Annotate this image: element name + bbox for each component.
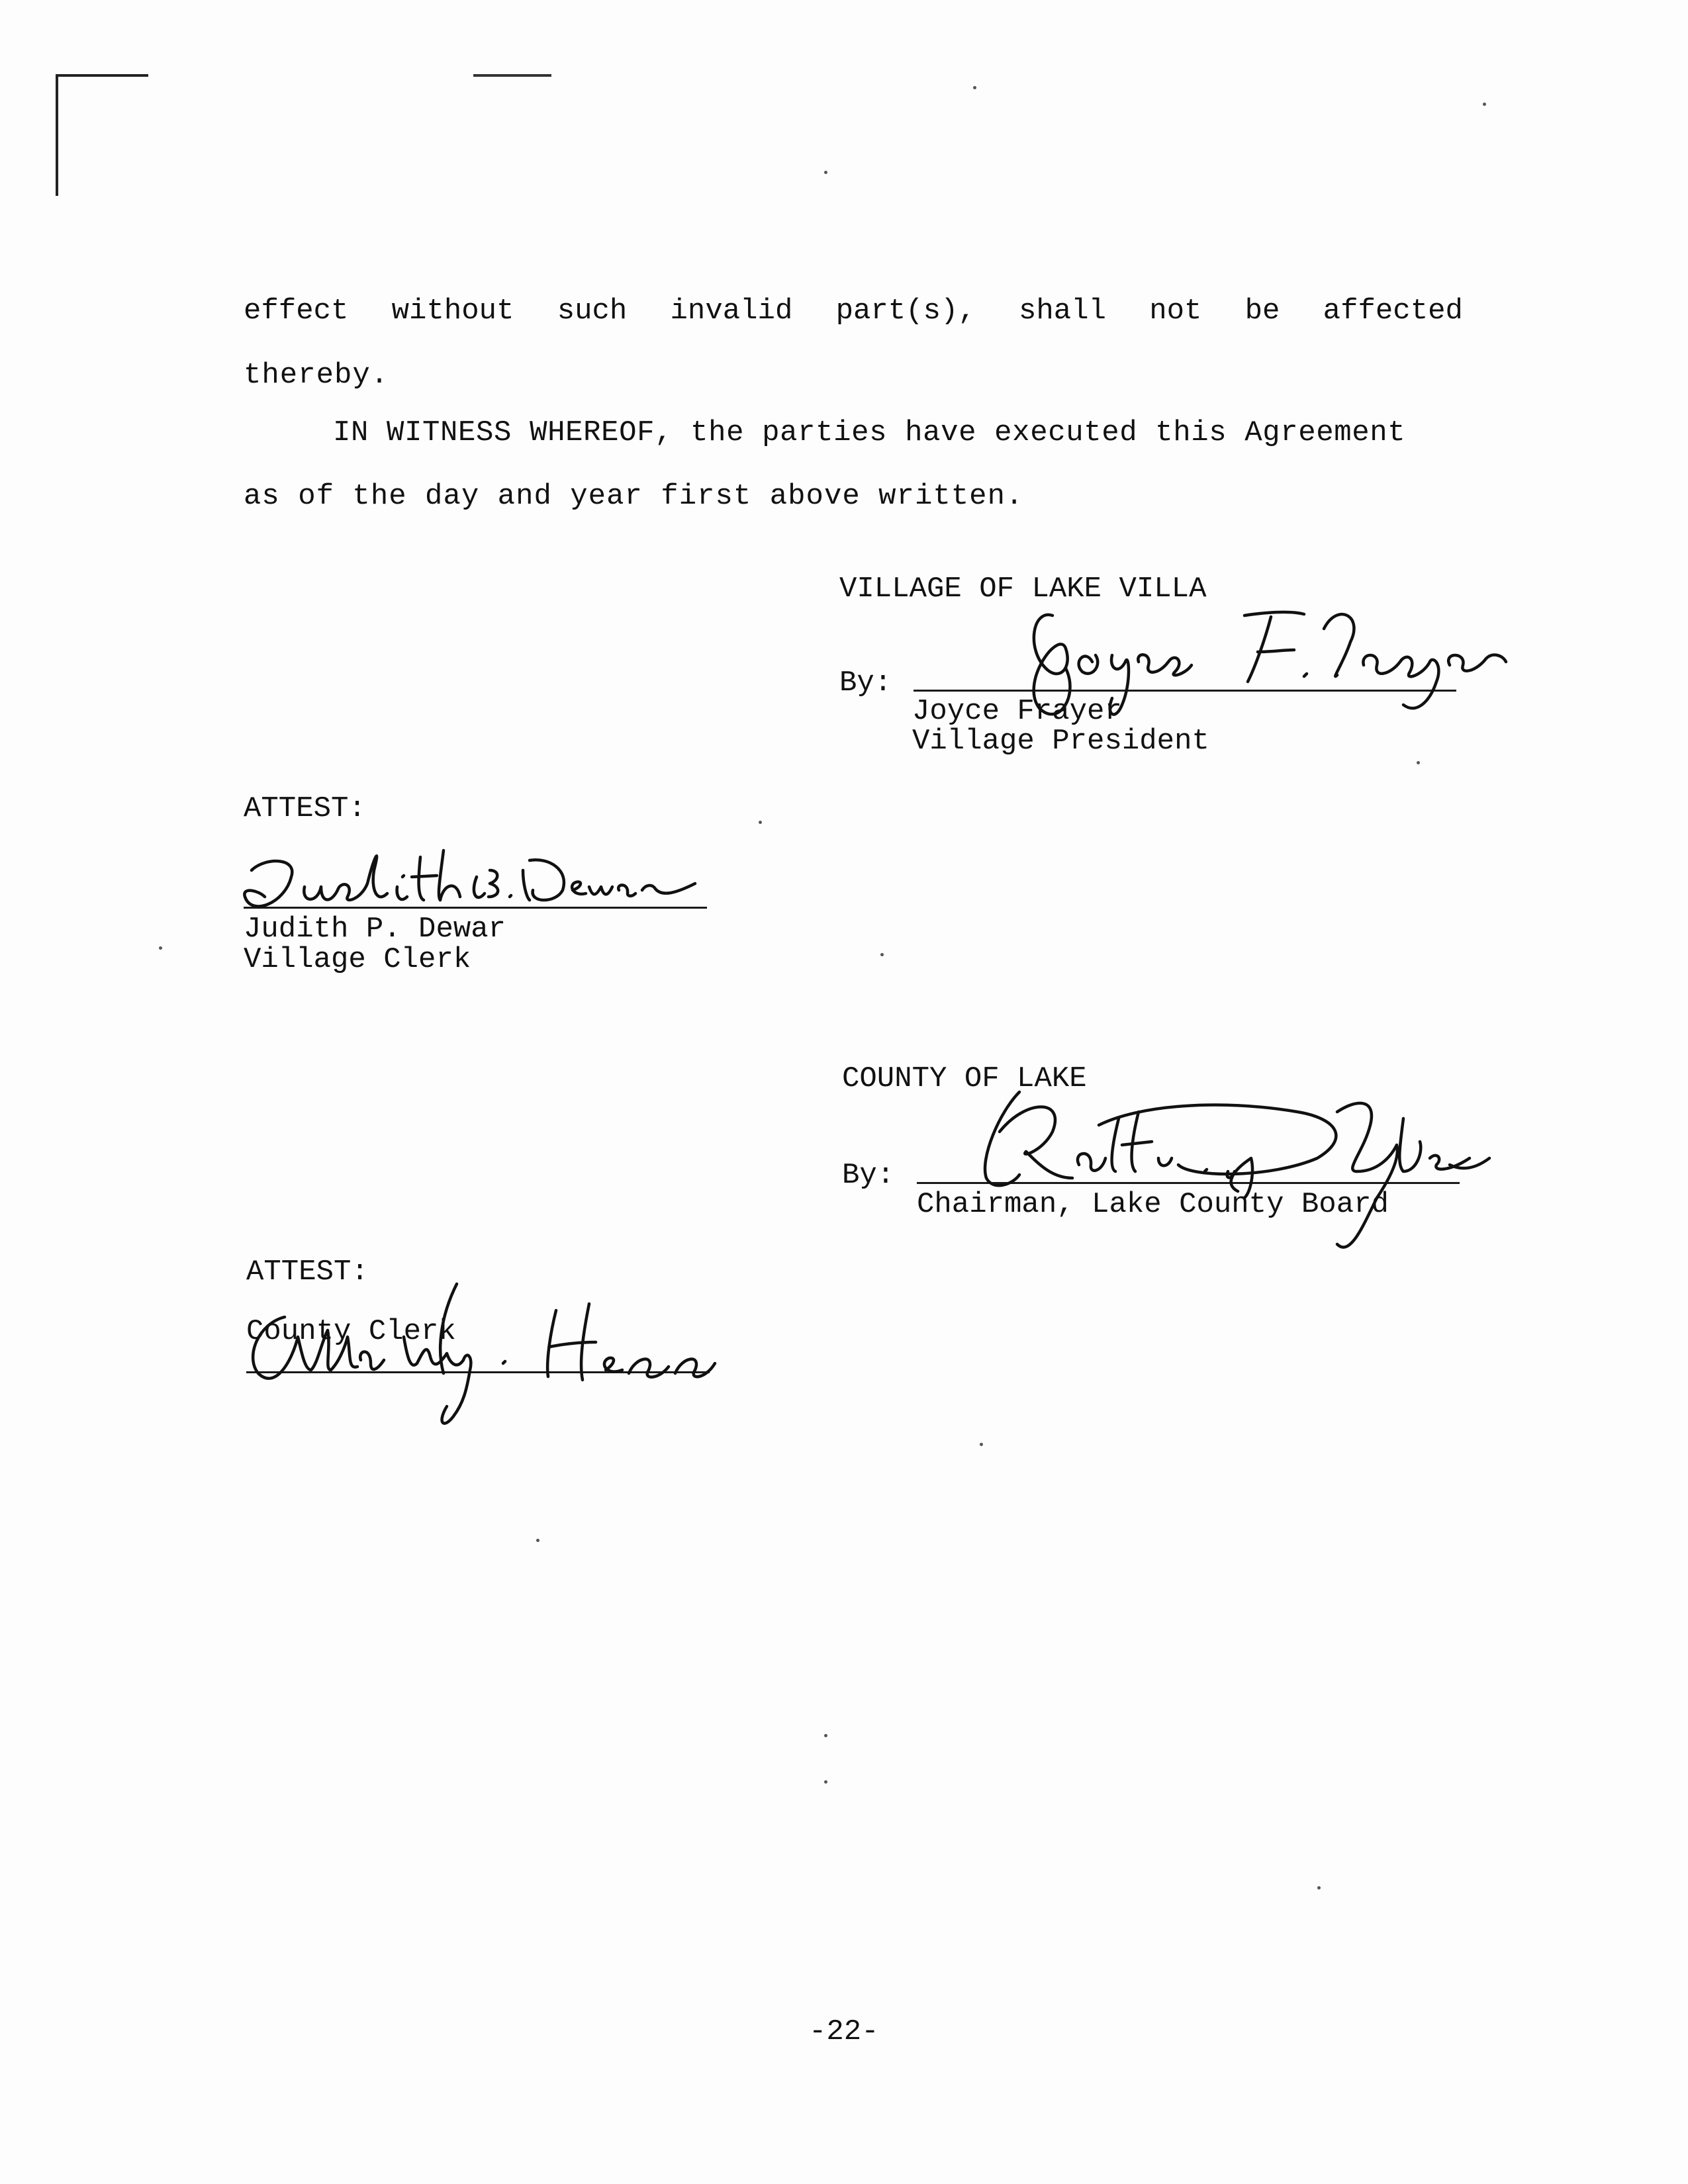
word: affected [1323,295,1463,328]
scan-speck [824,171,827,174]
village-president-title: Village President [912,725,1209,758]
word: shall [1019,295,1107,328]
scan-speck [973,86,976,89]
scan-corner-mark [56,74,148,196]
village-clerk-title: Village Clerk [244,943,471,976]
village-by-label: By: [839,666,892,700]
scan-speck [1317,1886,1321,1889]
word: such [557,295,628,328]
word: not [1149,295,1202,328]
scan-speck [159,946,162,950]
scan-speck [980,1443,983,1446]
county-clerk-title: County Clerk [246,1315,456,1348]
scan-top-dash [473,74,551,77]
county-heading: COUNTY OF LAKE [842,1062,1087,1095]
county-chairman-signature [940,1059,1496,1257]
witness-clause-line-2: as of the day and year first above written. [244,480,1024,513]
word: invalid [670,295,793,328]
scan-speck [824,1780,827,1784]
word: effect [244,295,349,328]
village-heading: VILLAGE OF LAKE VILLA [839,572,1207,606]
scan-speck [880,953,884,956]
word: be [1244,295,1280,328]
scan-speck [759,821,762,824]
scan-speck [536,1539,539,1542]
word: without [391,295,514,328]
witness-clause-line-1: IN WITNESS WHEREOF, the parties have executed this Agreement [244,416,1406,449]
village-president-name: Joyce Frayer [912,695,1122,728]
page-number: -22- [809,2015,879,2048]
county-by-label: By: [842,1159,895,1192]
scan-speck [1483,103,1486,106]
paragraph-line-1 [244,296,1463,326]
village-clerk-name: Judith P. Dewar [244,913,506,946]
village-attest-label: ATTEST: [244,792,366,825]
county-attest-label: ATTEST: [246,1255,369,1289]
county-chairman-title: Chairman, Lake County Board [917,1188,1389,1221]
word: part(s), [835,295,976,328]
scan-speck [1417,761,1420,764]
scan-speck [824,1734,827,1737]
county-clerk-signature [238,1264,728,1436]
paragraph-line-2: thereby. [244,359,389,392]
